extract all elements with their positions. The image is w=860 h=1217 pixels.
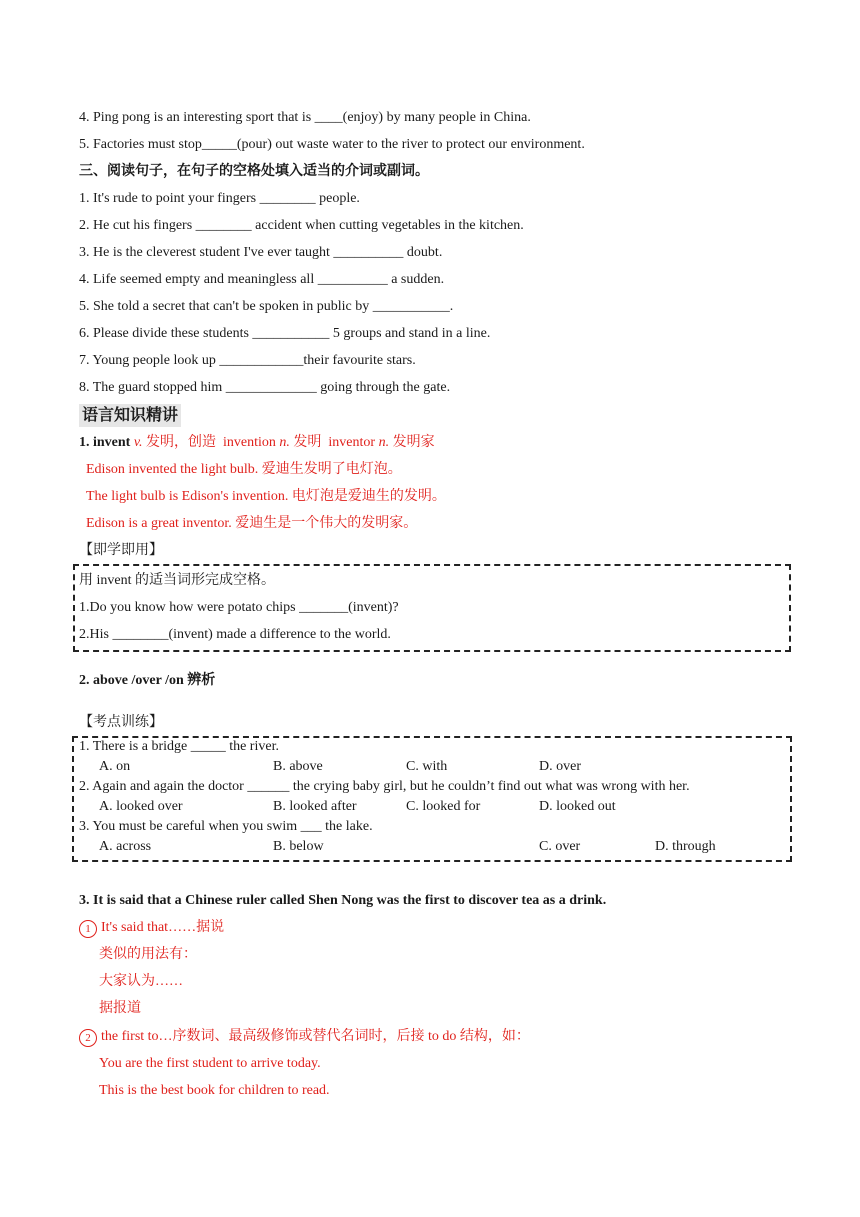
exercise-item: 6. Please divide these students ___________ 5 groups and stand in a line.: [79, 326, 491, 341]
example-sentence: You are the first student to arrive today.: [99, 1056, 321, 1071]
exercise-item: 5. Factories must stop_____(pour) out waste water to the river to protect our environment.: [79, 137, 585, 152]
option: D. looked out: [539, 799, 616, 814]
definition: 发明家: [392, 435, 435, 450]
option: C. looked for: [406, 799, 481, 814]
exercise-item: 8. The guard stopped him _____________ going through the gate.: [79, 380, 451, 395]
note-text: 类似的用法有：: [99, 947, 197, 962]
option: A. across: [99, 839, 152, 854]
question: 2. Again and again the doctor ______ the crying baby girl, but he couldn’t find out what was wrong with her.: [79, 779, 690, 794]
option: B. looked after: [273, 799, 357, 814]
question: 1. There is a bridge _____ the river.: [79, 739, 279, 754]
point-1-title: [79, 434, 435, 452]
note-item: [79, 1028, 530, 1047]
pos: n.: [378, 435, 390, 450]
exercise-item: 2. He cut his fingers ________ accident when cutting vegetables in the kitchen.: [79, 218, 524, 233]
term: 1. invent: [79, 435, 131, 450]
exercise-item: 4. Life seemed empty and meaningless all __________ a sudden.: [79, 272, 445, 287]
note-text: 据报道: [99, 1001, 141, 1016]
example-sentence: Edison invented the light bulb. 爱迪生发明了电灯泡。: [86, 462, 402, 477]
circled-number: 2: [79, 1029, 97, 1047]
example-sentence: Edison is a great inventor. 爱迪生是一个伟大的发明家。: [86, 516, 418, 531]
section-heading: 语言知识精讲: [79, 404, 181, 427]
example-sentence: This is the best book for children to read.: [99, 1083, 330, 1098]
option: D. over: [539, 759, 581, 774]
definition: 发明，创造: [146, 435, 217, 450]
exercise-item: 7. Young people look up ____________their favourite stars.: [79, 353, 416, 368]
option: C. over: [539, 839, 581, 854]
note-text: It's said that……据说: [101, 920, 225, 935]
point-3-title: 3. It is said that a Chinese ruler called Shen Nong was the first to discover tea as a drink.: [79, 893, 607, 908]
note-item: [79, 919, 224, 938]
option: A. on: [99, 759, 131, 774]
term: invention: [223, 435, 276, 450]
note-text: the first to…序数词、最高级修饰或替代名词时，后接 to do 结构，如：: [101, 1029, 530, 1044]
note-text: 大家认为……: [99, 974, 183, 989]
exercise-item: 5. She told a secret that can't be spoken in public by ___________.: [79, 299, 454, 314]
practice-item: 2.His ________(invent) made a difference to the world.: [79, 627, 391, 642]
option: C. with: [406, 759, 448, 774]
option: D. through: [655, 839, 716, 854]
practice-label: 【即学即用】: [79, 543, 163, 558]
circled-number: 1: [79, 920, 97, 938]
exercise-item: 4. Ping pong is an interesting sport that is ____(enjoy) by many people in China.: [79, 110, 531, 125]
pos: v.: [133, 435, 143, 450]
option: B. below: [273, 839, 324, 854]
practice-item: 1.Do you know how were potato chips _______(invent)?: [79, 600, 399, 615]
term: inventor: [328, 435, 376, 450]
exercise-item: 1. It's rude to point your fingers ________ people.: [79, 191, 360, 206]
pos: n.: [279, 435, 290, 450]
exercise-item: 3. He is the cleverest student I've ever taught __________ doubt.: [79, 245, 443, 260]
section-three-title: 三、阅读句子，在句子的空格处填入适当的介词或副词。: [79, 164, 429, 179]
example-sentence: The light bulb is Edison's invention. 电灯泡是爱迪生的发明。: [86, 489, 446, 504]
definition: 发明: [293, 435, 322, 450]
question: 3. You must be careful when you swim ___ the lake.: [79, 819, 373, 834]
option: B. above: [273, 759, 323, 774]
training-label: 【考点训练】: [79, 715, 163, 730]
option: A. looked over: [99, 799, 183, 814]
practice-item: 用 invent 的适当词形完成空格。: [79, 573, 275, 588]
point-2-title: 2. above /over /on 辨析: [79, 673, 216, 688]
